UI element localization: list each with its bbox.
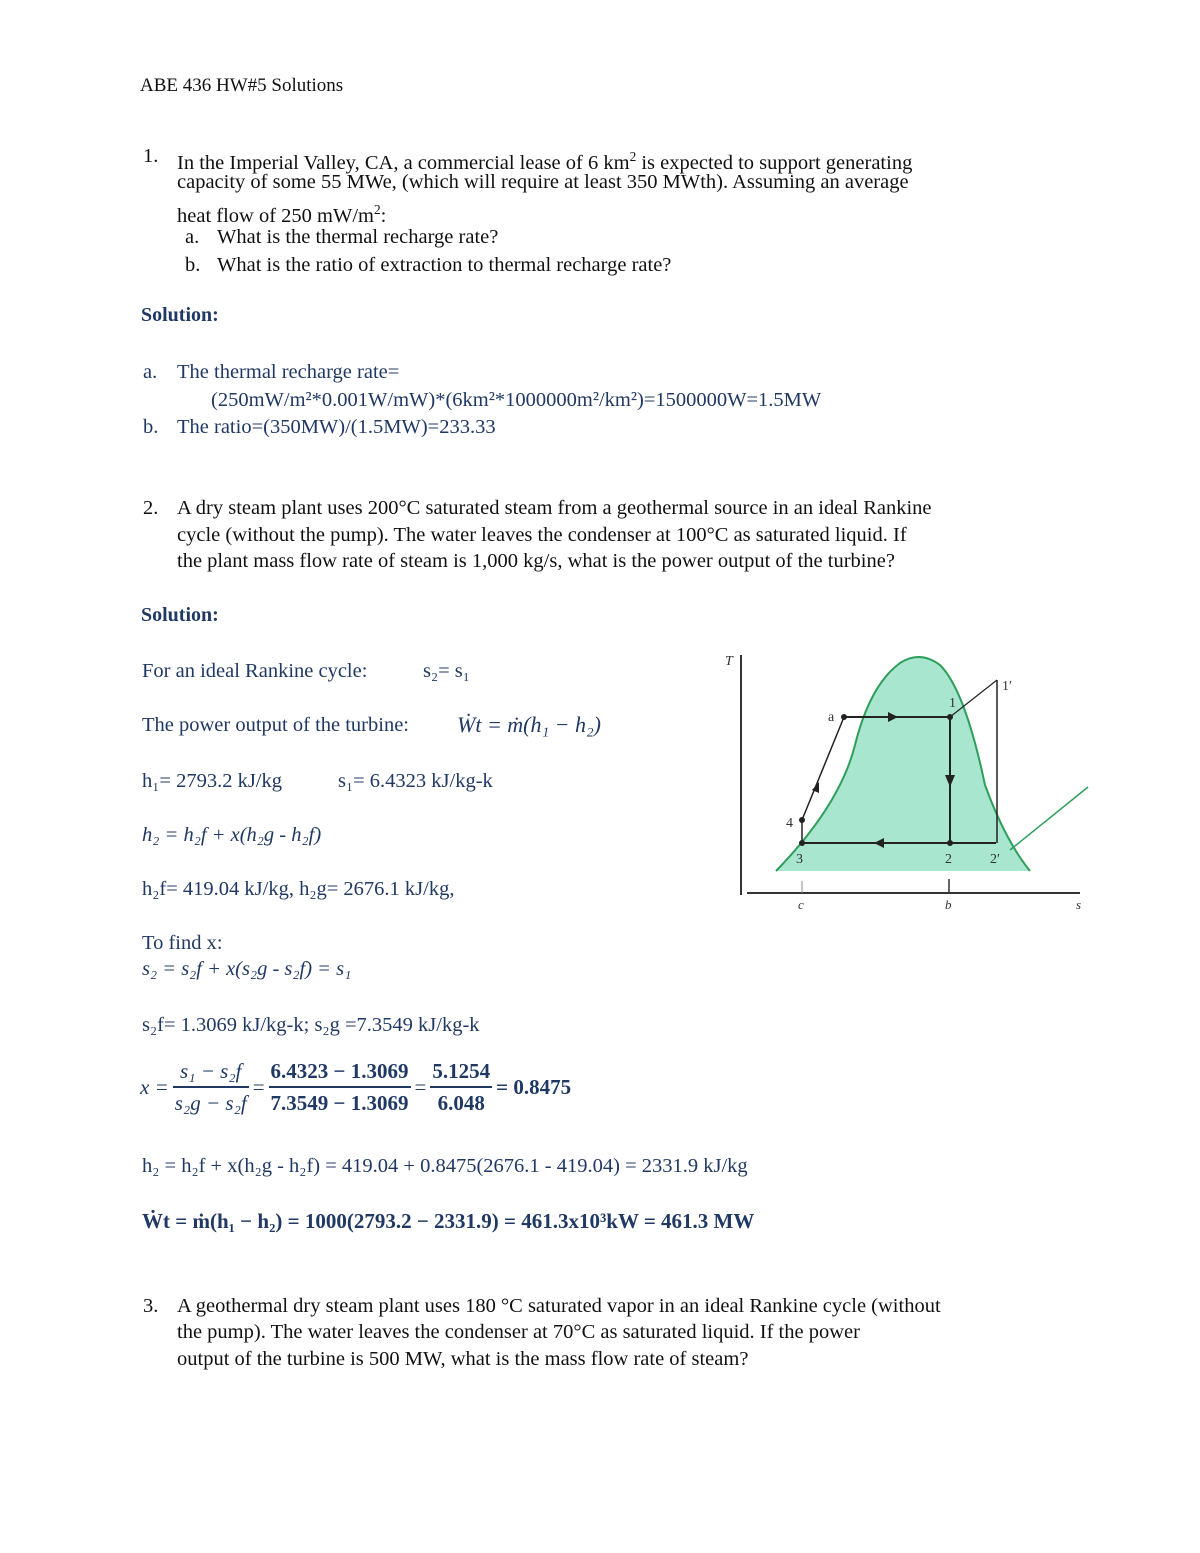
svg-text:2′: 2′ bbox=[990, 852, 1001, 867]
problem-2-line-3: the plant mass flow rate of steam is 1,000 kg/s, what is the power output of the turbine? bbox=[177, 550, 895, 572]
h1-value: h₁= 2793.2 kJ/kg bbox=[142, 770, 283, 792]
problem-2-line-1: A dry steam plant uses 200°C saturated steam from a geothermal source in an ideal Rankine bbox=[177, 497, 932, 519]
power-output-label: The power output of the turbine: bbox=[142, 714, 410, 736]
problem-1-number: 1. bbox=[143, 145, 159, 167]
document-title: ABE 436 HW#5 Solutions bbox=[140, 75, 344, 96]
h2-calculation: h₂ = h₂f + x(h₂g - h₂f) = 419.04 + 0.8475(2676.1 - 419.04) = 2331.9 kJ/kg bbox=[142, 1155, 748, 1177]
text: : bbox=[380, 204, 387, 227]
problem-3-line-3: output of the turbine is 500 MW, what is the mass flow rate of steam? bbox=[177, 1348, 749, 1370]
solution-2-heading: Solution: bbox=[141, 604, 219, 626]
svg-text:2: 2 bbox=[945, 852, 952, 867]
svg-text:s: s bbox=[1076, 897, 1082, 912]
solution-1a-line-1: The thermal recharge rate= bbox=[177, 361, 400, 383]
s2-formula: s₂ = s₂f + x(s₂g - s₂f) = s₁ bbox=[142, 958, 352, 980]
fraction-numeric bbox=[269, 1058, 411, 1116]
svg-text:a: a bbox=[828, 710, 835, 725]
problem-2-number: 2. bbox=[143, 497, 159, 519]
problem-3-line-1: A geothermal dry steam plant uses 180 °C saturated vapor in an ideal Rankine cycle (without bbox=[177, 1295, 941, 1317]
solution-1b-label: b. bbox=[143, 416, 159, 438]
x-lhs: x = bbox=[140, 1075, 169, 1099]
text: heat flow of 250 mW/m bbox=[177, 204, 374, 227]
problem-1-line-2: capacity of some 55 MWe, (which will require at least 350 MWth). Assuming an average bbox=[177, 171, 909, 193]
denominator: 6.048 bbox=[437, 1091, 485, 1115]
ts-diagram bbox=[720, 645, 1100, 920]
power-output-equation: Ẇt = ṁ(h₁ − h₂) bbox=[457, 712, 601, 737]
numerator: 5.1254 bbox=[430, 1058, 492, 1088]
superscript: 2 bbox=[629, 149, 637, 164]
x-quality-equation bbox=[140, 1058, 571, 1116]
svg-text:3: 3 bbox=[796, 852, 803, 867]
x-result: = 0.8475 bbox=[496, 1075, 572, 1099]
solution-1a-line-2: (250mW/m²*0.001W/mW)*(6km²*1000000m²/km²)=1500000W=1.5MW bbox=[211, 389, 822, 411]
solution-1-heading: Solution: bbox=[141, 304, 219, 326]
numerator: 6.4323 − 1.3069 bbox=[269, 1058, 411, 1088]
h2-formula: h₂ = h₂f + x(h₂g - h₂f) bbox=[142, 824, 322, 846]
numerator: s₁ − s₂f bbox=[173, 1058, 249, 1088]
problem-1a-label: a. bbox=[185, 226, 200, 248]
fraction-simplified bbox=[430, 1058, 492, 1116]
fraction-symbolic bbox=[173, 1058, 249, 1116]
problem-1a-question: What is the thermal recharge rate? bbox=[217, 226, 499, 248]
find-x-label: To find x: bbox=[142, 932, 223, 954]
problem-3-number: 3. bbox=[143, 1295, 159, 1317]
problem-3-line-2: the pump). The water leaves the condenser at 70°C as saturated liquid. If the power bbox=[177, 1321, 860, 1343]
svg-text:c: c bbox=[798, 897, 804, 912]
equals-sign: = bbox=[252, 1075, 265, 1099]
s2f-s2g-values: s₂f= 1.3069 kJ/kg-k; s₂g =7.3549 kJ/kg-k bbox=[142, 1014, 480, 1036]
problem-1b-label: b. bbox=[185, 254, 201, 276]
rankine-ts-chart bbox=[720, 645, 1100, 920]
svg-text:b: b bbox=[945, 897, 952, 912]
turbine-power-calculation: Ẇt = ṁ(h₁ − h₂) = 1000(2793.2 − 2331.9) = 461.3x10³kW = 461.3 MW bbox=[142, 1209, 755, 1233]
superscript: 2 bbox=[373, 202, 381, 217]
s1-value: s₁= 6.4323 kJ/kg-k bbox=[338, 770, 493, 792]
svg-text:1: 1 bbox=[949, 696, 956, 711]
text: is expected to support generating bbox=[636, 151, 913, 174]
solution-1b-text: The ratio=(350MW)/(1.5MW)=233.33 bbox=[177, 416, 496, 438]
problem-1b-question: What is the ratio of extraction to thermal recharge rate? bbox=[217, 254, 672, 276]
solution-1a-label: a. bbox=[143, 361, 158, 383]
problem-2-line-2: cycle (without the pump). The water leaves the condenser at 100°C as saturated liquid. If bbox=[177, 524, 907, 546]
rankine-cycle-equation: s₂= s₁ bbox=[423, 660, 470, 682]
text: In the Imperial Valley, CA, a commercial lease of 6 km bbox=[177, 151, 630, 174]
svg-text:T: T bbox=[725, 654, 733, 669]
denominator: s₂g − s₂f bbox=[174, 1091, 247, 1115]
h2f-h2g-values: h₂f= 419.04 kJ/kg, h₂g= 2676.1 kJ/kg, bbox=[142, 878, 455, 900]
denominator: 7.3549 − 1.3069 bbox=[270, 1091, 409, 1115]
equals-sign: = bbox=[414, 1075, 427, 1099]
svg-text:4: 4 bbox=[786, 816, 793, 831]
svg-text:1′: 1′ bbox=[1002, 679, 1013, 694]
rankine-cycle-label: For an ideal Rankine cycle: bbox=[142, 660, 368, 682]
